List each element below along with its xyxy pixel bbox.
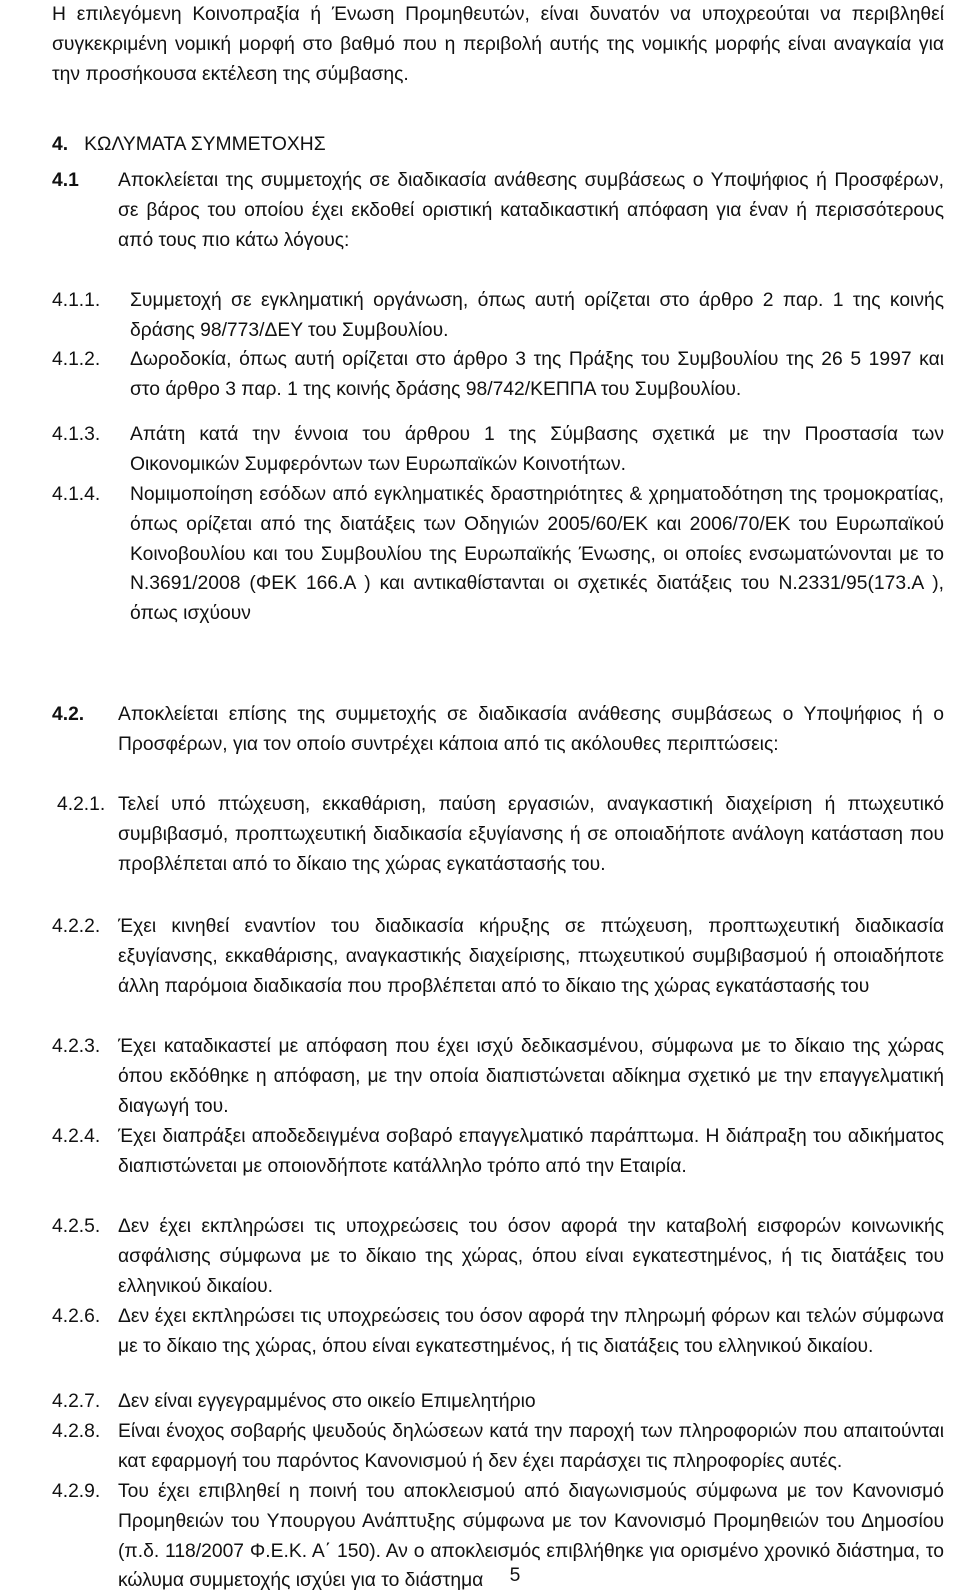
item-text: Απάτη κατά την έννοια του άρθρου 1 της Σύμβασης σχετικά με την Προστασία των Οικονομικών Συμφερόντων των Ευρωπαϊκών Κοινοτήτων.: [130, 424, 944, 475]
list-item: [0, 790, 960, 875]
item-text: Έχει καταδικαστεί με απόφαση που έχει ισχύ δεδικασμένου, σύμφωνα με το δίκαιο της χώρας όπου εκδόθηκε η απόφαση, με την οποία διαπιστώνεται αδίκημα σχετικό με την επαγγελματική διαγωγή του.: [118, 1036, 944, 1117]
paragraph-number: 4.1: [52, 170, 79, 191]
intro-paragraph: Η επιλεγόμενη Κοινοπραξία ή Ένωση Προμηθευτών, είναι δυνατόν να υποχρεούται να περιβληθεί συγκεκριμένη νομική μορφή στο βαθμό που η περιβολή αυτής της νομικής μορφής είναι αναγκαία για την προσήκουσα εκτέλεση της σύμβασης.: [52, 4, 944, 85]
list-item: [0, 286, 960, 346]
item-number: 4.2.1.: [57, 794, 106, 815]
item-number: 4.2.3.: [52, 1036, 101, 1057]
list-item: [0, 1417, 960, 1477]
item-number: 4.2.5.: [52, 1216, 101, 1237]
item-text: Του έχει επιβληθεί η ποινή του αποκλεισμού από διαγωνισμούς σύμφωνα με τον Κανονισμό Προμηθειών του Υπουργου Ανάπτυξης σύμφωνα με τον Κανονισμό Προμηθειών του Δημοσίου (π.δ. 118/2007 Φ.Ε.Κ. Α΄ 150). Αν ο αποκλεισμός επιβλήθηκε για ορισμένο χρονικό διάστημα, το κώλυμα συμμετοχής ισχύει για το διάστημα: [118, 1481, 944, 1592]
list-item: [0, 1212, 960, 1297]
item-text: Δεν είναι εγγεγραμμένος στο οικείο Επιμελητήριο: [118, 1391, 536, 1412]
list-item: [0, 912, 960, 997]
paragraph-text: Αποκλείεται επίσης της συμμετοχής σε διαδικασία ανάθεσης συμβάσεως ο Υποψήφιος ή ο Προσφέρων, για τον οποίο συντρέχει κάποια από τις ακόλουθες περιπτώσεις:: [118, 704, 944, 755]
page-number: 5: [509, 1565, 521, 1586]
list-item: [0, 1477, 960, 1592]
item-text: Δεν έχει εκπληρώσει τις υποχρεώσεις του όσον αφορά την καταβολή εισφορών κοινωνικής ασφάλισης σύμφωνα με το δίκαιο της χώρας, όπου είναι εγκατεστημένος, ή τις διατάξεις του ελληνικού δικαίου.: [118, 1216, 944, 1297]
list-item: [0, 480, 960, 625]
item-text: Δεν έχει εκπληρώσει τις υποχρεώσεις του όσον αφορά την πληρωμή φόρων και τελών σύμφωνα με το δίκαιο της χώρας, όπου είναι εγκατεστημένος, ή τις διατάξεις του ελληνικού δικαίου.: [118, 1306, 944, 1357]
section-title: ΚΩΛΥΜΑΤΑ ΣΥΜΜΕΤΟΧΗΣ: [84, 134, 326, 155]
item-text: Τελεί υπό πτώχευση, εκκαθάριση, παύση εργασιών, αναγκαστική διαχείριση ή πτωχευτικό συμβιβασμό, προπτωχευτική διαδικασία εξυγίανσης ή σε οποιαδήποτε ανάλογη κατάσταση που προβλέπεται από το δίκαιο της χώρας εγκατάστασής του.: [118, 794, 944, 875]
paragraph-number: 4.2.: [52, 704, 85, 725]
item-number: 4.1.1.: [52, 290, 101, 311]
item-number: 4.2.2.: [52, 916, 101, 937]
list-item: [0, 420, 960, 480]
item-number: 4.2.7.: [52, 1391, 101, 1412]
list-item: [0, 345, 960, 405]
item-text: Έχει διαπράξει αποδεδειγμένα σοβαρό επαγγελματικό παράπτωμα. Η διάπραξη του αδικήματος διαπιστώνεται με οποιονδήποτε κατάλληλο τρόπο από την Εταιρία.: [118, 1126, 944, 1177]
item-number: 4.2.6.: [52, 1306, 101, 1327]
item-text: Νομιμοποίηση εσόδων από εγκληματικές δραστηριότητες & χρηματοδότηση της τρομοκρατίας, όπως ορίζεται από της διατάξεις των Οδηγιών 2005/60/ΕΚ και 2006/70/ΕΚ του Ευρωπαϊκού Κοινοβουλίου και του Συμβουλίου της Ευρωπαϊκής Ένωσης, οι οποίες ενσωματώνονται με το Ν.3691/2008 (ΦΕΚ 166.Α ) και αντικαθίστανται οι σχετικές διατάξεις του Ν.2331/95(173.Α ), όπως ισχύουν: [130, 484, 944, 625]
item-number: 4.1.3.: [52, 424, 101, 445]
list-item: [0, 1122, 960, 1182]
item-text: Έχει κινηθεί εναντίον του διαδικασία κήρυξης σε πτώχευση, προπτωχευτική διαδικασία εξυγίανσης, εκκαθάρισης, αναγκαστικής διαχείρισης, πτωχευτικού συμβιβασμού ή οποιαδήποτε άλλη παρόμοια διαδικασία που προβλέπεται από το δίκαιο της χώρας εγκατάστασής του: [118, 916, 944, 997]
item-text: Είναι ένοχος σοβαρής ψευδούς δηλώσεων κατά την παροχή των πληροφοριών που απαιτούνται κατ εφαρμογή του παρόντος Κανονισμού ή δεν έχει παράσχει τις πληροφορίες αυτές.: [118, 1421, 944, 1472]
section-heading: [52, 130, 652, 160]
item-number: 4.2.9.: [52, 1481, 101, 1502]
section-number: 4.: [52, 134, 69, 155]
item-number: 4.2.8.: [52, 1421, 101, 1442]
list-item: [0, 1032, 960, 1117]
list-item: [0, 1302, 960, 1362]
item-number: 4.2.4.: [52, 1126, 101, 1147]
paragraph-text: Αποκλείεται της συμμετοχής σε διαδικασία ανάθεσης συμβάσεως ο Υποψήφιος ή Προσφέρων, σε βάρος του οποίου έχει εκδοθεί οριστική καταδικαστική απόφαση για έναν ή περισσότερους από τους πιο κάτω λόγους:: [118, 170, 944, 251]
item-number: 4.1.4.: [52, 484, 101, 505]
item-text: Δωροδοκία, όπως αυτή ορίζεται στο άρθρο 3 της Πράξης του Συμβουλίου της 26 5 1997 και στο άρθρο 3 παρ. 1 της κοινής δράσης 98/742/ΚΕΠΠΑ του Συμβουλίου.: [130, 349, 944, 400]
item-text: Συμμετοχή σε εγκληματική οργάνωση, όπως αυτή ορίζεται στο άρθρο 2 παρ. 1 της κοινής δράσης 98/773/ΔΕΥ του Συμβουλίου.: [130, 290, 944, 341]
item-number: 4.1.2.: [52, 349, 101, 370]
